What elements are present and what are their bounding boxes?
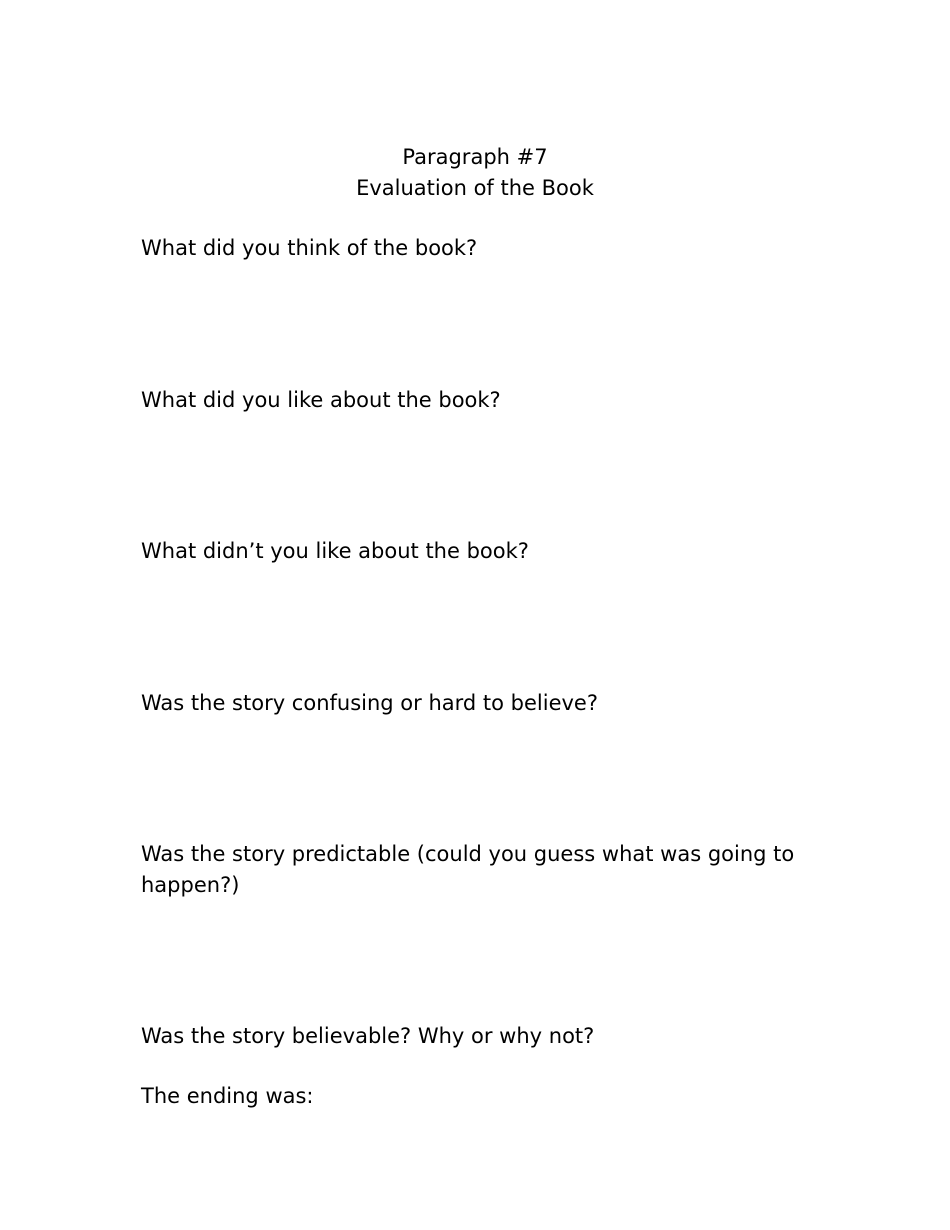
question-confusing: Was the story confusing or hard to believe? (141, 691, 598, 715)
page-subtitle: Evaluation of the Book (356, 176, 594, 200)
question-believable: Was the story believable? Why or why not? (141, 1024, 595, 1048)
title-block (0, 142, 950, 204)
question-think-of-book: What did you think of the book? (141, 236, 478, 260)
question-ending: The ending was: (141, 1084, 314, 1108)
page-title: Paragraph #7 (402, 145, 548, 169)
question-liked: What did you like about the book? (141, 388, 501, 412)
question-predictable: Was the story predictable (could you guess what was going to happen?) (141, 842, 795, 897)
question-disliked: What didn’t you like about the book? (141, 539, 529, 563)
